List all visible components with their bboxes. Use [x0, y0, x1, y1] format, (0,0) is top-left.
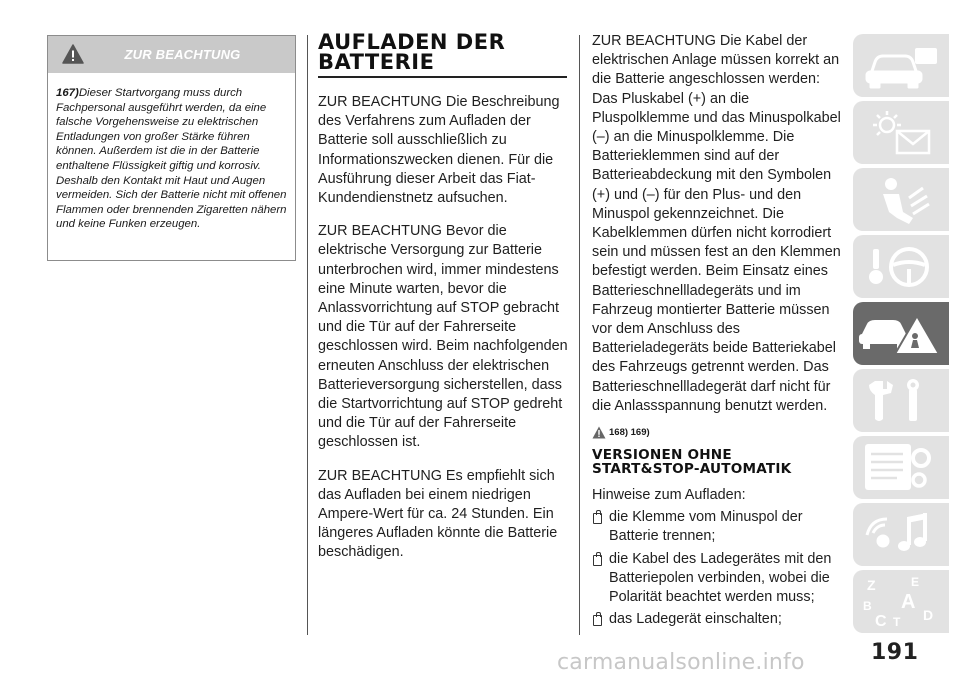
warning-triangle-icon [592, 426, 606, 439]
column-divider-right [579, 35, 580, 635]
tab-warning-lights[interactable] [853, 101, 949, 164]
list-item-text: die Kabel des Ladegerätes mit den Batteriepolen verbinden, wobei die Polarität beachtet werden muss; [609, 550, 832, 606]
specifications-gear-icon [853, 436, 949, 499]
title-underline [318, 76, 567, 78]
warning-references [592, 426, 842, 439]
warning-body: Dieser Startvorgang muss durch Fachpersonal ausgeführt werden, da eine falsche Vorgehensweise zu elektrischen Entladungen von großer Stärke führen können. Außerdem ist die in der Batterie enthaltene Flüssigkeit giftig und korrosiv. Deshalb den Kontakt mit Haut und Augen vermeiden. Sich der Batterie nicht mit offenen Flammen oder brennenden Zigaretten nähern und keine Funken erzeugen. [56, 87, 287, 231]
middle-column [318, 32, 568, 563]
list-item [592, 508, 842, 546]
watermark: carmanualsonline.info [557, 650, 805, 675]
index-letter: A [901, 591, 916, 613]
index-letter: E [911, 575, 920, 589]
tab-starting-driving[interactable] [853, 235, 949, 298]
multimedia-music-icon [853, 503, 949, 566]
tab-emergency[interactable] [853, 302, 949, 365]
right-column [592, 32, 842, 629]
list-item-text: die Klemme vom Minuspol der Batterie trennen; [609, 509, 803, 545]
page-number: 191 [871, 640, 919, 665]
warning-number: 167) [56, 87, 79, 99]
warning-title: ZUR BEACHTUNG [124, 47, 241, 62]
wrench-tools-icon [853, 369, 949, 432]
checkbox-bullet-icon [593, 555, 602, 566]
tab-index[interactable] [853, 570, 949, 633]
warning-header [48, 36, 295, 73]
section-title: AUFLADEN DER BATTERIE [318, 30, 506, 74]
tab-multimedia[interactable] [853, 503, 949, 566]
reference-numbers: 168) 169) [609, 427, 650, 439]
checkbox-bullet-icon [593, 513, 602, 524]
checkbox-bullet-icon [593, 615, 602, 626]
tab-car-dashboard[interactable] [853, 34, 949, 97]
index-letter: C [875, 613, 887, 630]
middle-body [318, 93, 568, 563]
chapter-tabs [853, 34, 949, 637]
subsection-title: VERSIONEN OHNE START&STOP-AUTOMATIK [592, 447, 792, 478]
index-letter: D [923, 607, 934, 623]
steering-wheel-key-icon [853, 235, 949, 298]
paragraph: ZUR BEACHTUNG Es empfiehlt sich das Aufladen bei einem niedrigen Ampere-Wert für ca. 24 Stunden. Ein längeres Aufladen könnte die Batterie beschädigen. [318, 467, 558, 561]
list-item-text: das Ladegerät einschalten; [609, 611, 782, 628]
car-emergency-icon [853, 302, 949, 365]
index-letter: B [863, 599, 872, 613]
paragraph: ZUR BEACHTUNG Die Beschreibung des Verfahrens zum Aufladen der Batterie soll ausschließlich zu Informationszwecken dienen. Für die Ausführung dieser Arbeit das Fiat-Kundendienstnetz aufsuchen. [318, 94, 560, 207]
list-item [592, 550, 842, 608]
tab-specifications[interactable] [853, 436, 949, 499]
column-divider-left [307, 35, 308, 635]
tab-maintenance[interactable] [853, 369, 949, 432]
intro-text: Hinweise zum Aufladen: [592, 487, 746, 504]
alphabetical-index-icon [853, 570, 949, 633]
index-letter: T [893, 615, 901, 629]
warning-lights-envelope-icon [853, 101, 949, 164]
index-letter: Z [867, 577, 876, 593]
tab-safety[interactable] [853, 168, 949, 231]
list-item [592, 610, 842, 629]
paragraph: ZUR BEACHTUNG Bevor die elektrische Versorgung zur Batterie unterbrochen wird, immer mindestens eine Minute warten, bevor die Anlassvorrichtung auf STOP gebracht und die Tür auf der Fahrerseite geschlossen wird. Beim nachfolgenden erneuten Anschluss der elektrischen Batterieversorgung sicherstellen, dass die Startvorrichtung auf STOP gedreht und die Tür auf der Fahrerseite geschlossen ist. [318, 223, 568, 451]
warning-box [47, 35, 296, 261]
seat-airbag-icon [853, 168, 949, 231]
paragraph: ZUR BEACHTUNG Die Kabel der elektrischen Anlage müssen korrekt an die Batterie angeschlossen werden: Das Pluskabel (+) an die Pluspolklemme und das Minuspolkabel (–) an die Minuspolklemme. Die Batterieklemmen sind auf der Batterieabdeckung mit den Symbolen (+) und (–) für den Plus- und den Minuspol gekennzeichnet. Die Kabelklemmen dürfen nicht korrodiert sein und müssen fest an den Klemmen befestigt werden. Beim Einsatz eines Batterieschnellladegeräts und im Fahrzeug montierter Batterie müssen vor dem Anschluss des Batterieladegeräts beide Batteriekabel des Fahrzeugs getrennt werden. Das Batterieschnellladegerät darf nicht für die Anlassspannung benutzt werden. [592, 33, 841, 414]
car-dashboard-icon [853, 34, 949, 97]
warning-text [48, 73, 295, 232]
